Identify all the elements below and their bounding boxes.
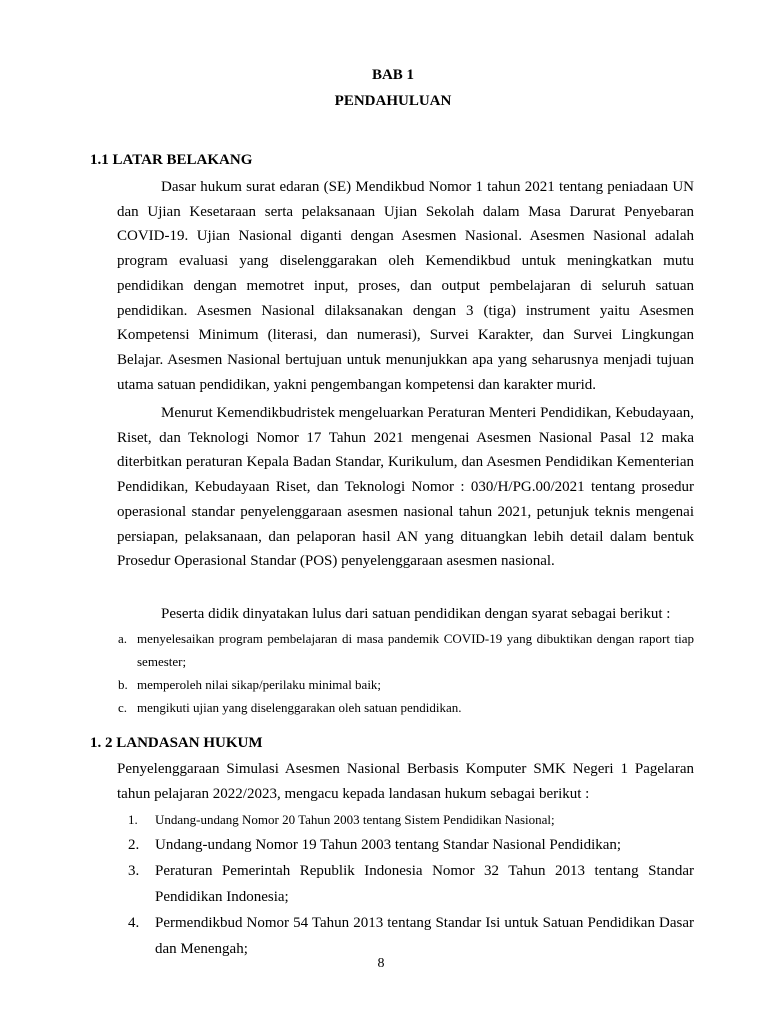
paragraph-landasan-intro: Penyelenggaraan Simulasi Asesmen Nasional Berbasis Komputer SMK Negeri 1 Pagelaran tahun pelajaran 2022/2023, mengacu kepada landasan hukum sebagai berikut : bbox=[117, 761, 694, 802]
list-item-text: Undang-undang Nomor 20 Tahun 2003 tentang Sistem Pendidikan Nasional; bbox=[155, 812, 555, 827]
list-marker: 4. bbox=[128, 915, 140, 931]
list-item bbox=[117, 673, 694, 696]
list-marker: 1. bbox=[128, 812, 138, 827]
requirements-list bbox=[117, 627, 694, 719]
list-item-text: Peraturan Pemerintah Republik Indonesia Nomor 32 Tahun 2013 tentang Standar Pendidikan Indonesia; bbox=[155, 863, 694, 905]
list-item bbox=[117, 627, 694, 673]
section-heading-latar-belakang: 1.1 LATAR BELAKANG bbox=[90, 152, 253, 168]
list-item-text: memperoleh nilai sikap/perilaku minimal baik; bbox=[137, 677, 382, 692]
list-marker: b. bbox=[118, 677, 128, 692]
chapter-title: PENDAHULUAN bbox=[334, 93, 452, 109]
list-item bbox=[117, 832, 694, 858]
paragraph-text: Dasar hukum surat edaran (SE) Mendikbud Nomor 1 tahun 2021 tentang peniadaan UN dan Ujian Kesetaraan serta pelaksanaan Ujian Sekolah dalam Masa Darurat Penyebaran COVID-19. Ujian Nasional diganti dengan Asesmen Nasional. Asesmen Nasional adalah program evaluasi yang diselenggarakan oleh Kemendikbud untuk meningkatkan mutu pendidikan dengan memotret input, proses, dan output pembelajaran di seluruh satuan pendidikan. Asesmen Nasional dilaksanakan dengan 3 (tiga) instrument yaitu Asesmen Kompetensi Minimum (literasi, dan numerasi), Survei Karakter, dan Survei Lingkungan Belajar. Asesmen Nasional bertujuan untuk menunjukkan apa yang seharusnya menjadi tujuan utama satuan pendidikan, yakni pengembangan kompetensi dan karakter murid. bbox=[117, 179, 694, 393]
paragraph-dasar-hukum bbox=[117, 175, 694, 397]
paragraph-syarat-lulus bbox=[117, 602, 694, 627]
list-item-text: mengikuti ujian yang diselenggarakan oleh satuan pendidikan. bbox=[137, 700, 462, 715]
section-heading-landasan-hukum: 1. 2 LANDASAN HUKUM bbox=[90, 735, 263, 751]
list-item bbox=[117, 858, 694, 910]
list-item bbox=[117, 696, 694, 719]
laws-list bbox=[117, 808, 694, 962]
list-marker: c. bbox=[118, 700, 128, 715]
list-item bbox=[117, 910, 694, 962]
list-item-text: Undang-undang Nomor 19 Tahun 2003 tentang Standar Nasional Pendidikan; bbox=[155, 837, 622, 853]
list-item-text: menyelesaikan program pembelajaran di masa pandemik COVID-19 yang dibuktikan dengan raport tiap semester; bbox=[137, 631, 694, 669]
paragraph-kemendikbudristek bbox=[117, 401, 694, 574]
list-item-text: Permendikbud Nomor 54 Tahun 2013 tentang Standar Isi untuk Satuan Pendidikan Dasar dan Menengah; bbox=[155, 915, 694, 957]
paragraph-text: Menurut Kemendikbudristek mengeluarkan Peraturan Menteri Pendidikan, Kebudayaan, Riset, dan Teknologi Nomor 17 Tahun 2021 mengenai Asesmen Nasional Pasal 12 maka diterbitkan peraturan Kepala Badan Standar, Kurikulum, dan Asesmen Pendidikan Kementerian Pendidikan, Kebudayaan Riset, dan Teknologi Nomor : 030/H/PG.00/2021 tentang prosedur operasional standar penyelenggaraan asesmen nasional tahun 2021, petunjuk teknis mengenai persiapan, pelaksanaan, dan pelaporan hasil AN yang dituangkan lebih detail dalam bentuk Prosedur Operasional Standar (POS) penyelenggaraan asesmen nasional. bbox=[117, 405, 694, 570]
list-marker: 2. bbox=[128, 837, 140, 853]
list-item bbox=[117, 808, 694, 832]
page-number: 8 bbox=[377, 956, 385, 971]
list-marker: 3. bbox=[128, 863, 140, 879]
chapter-number: BAB 1 bbox=[371, 67, 415, 83]
paragraph-text: Peserta didik dinyatakan lulus dari satuan pendidikan dengan syarat sebagai berikut : bbox=[161, 606, 671, 622]
list-marker: a. bbox=[118, 631, 128, 646]
